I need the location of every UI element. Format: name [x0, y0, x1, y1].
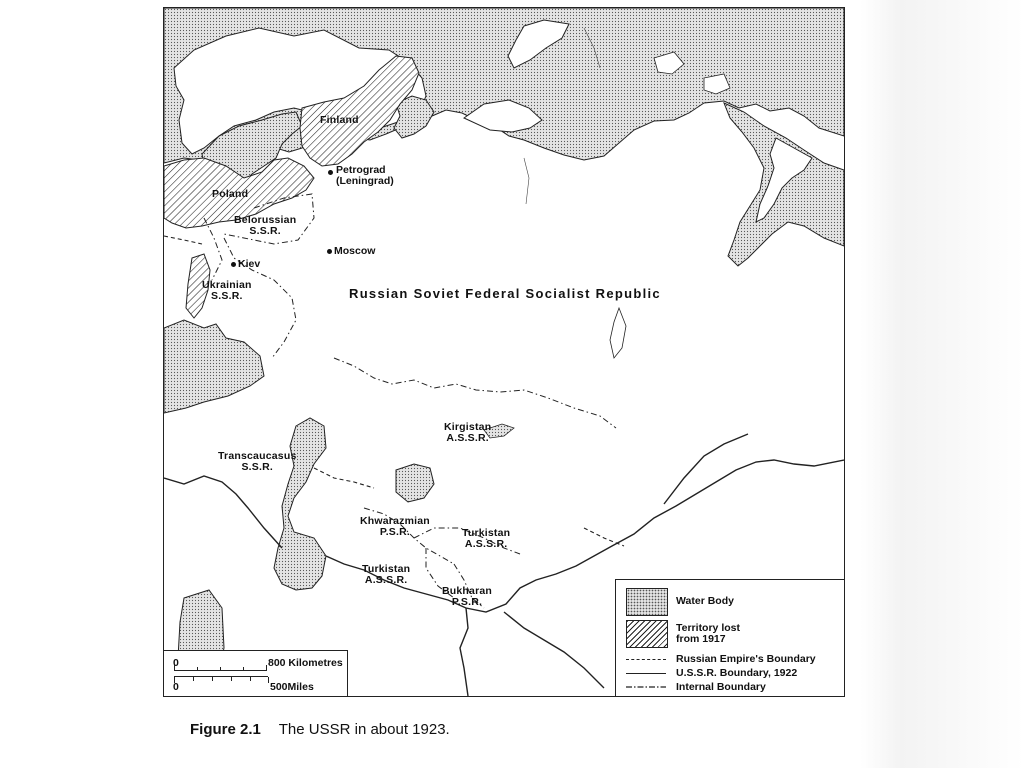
poland-name: Poland [212, 188, 249, 200]
legend-territory-lost-line2: from 1917 [676, 633, 726, 645]
km-scale-bar [174, 664, 266, 671]
scale-mi-label: 500Miles [270, 681, 314, 693]
legend-empire-boundary: Russian Empire's Boundary [676, 653, 816, 665]
belorussian-type: S.S.R. [249, 225, 281, 237]
legend-row-empire [626, 653, 836, 665]
mile-scale-bar [174, 676, 268, 683]
km-tick [220, 667, 221, 671]
ukrainian-type: S.S.R. [211, 290, 243, 302]
moscow-name: Moscow [334, 245, 376, 257]
turkistan-west-name: Turkistan [362, 563, 411, 575]
belorussian-name: Belorussian [234, 214, 297, 226]
region-label-belorussian [234, 215, 296, 237]
turkistan-east-type: A.S.S.R. [464, 538, 508, 550]
bukharan-type: P.S.R. [451, 596, 483, 608]
mile-tick [212, 677, 213, 681]
kirgistan-type: A.S.S.R. [446, 432, 489, 444]
map-legend [615, 579, 844, 697]
figure-number: Figure 2.1 [190, 721, 261, 738]
city-label-kiev [238, 259, 260, 270]
kiev-name: Kiev [238, 258, 261, 270]
legend-internal-boundary: Internal Boundary [676, 681, 766, 693]
finland-name: Finland [320, 114, 359, 126]
transcaucasus-type: S.S.R. [241, 461, 274, 473]
city-label-petrograd [336, 165, 394, 187]
figure-caption [190, 721, 450, 738]
kiev-marker [231, 262, 236, 267]
region-label-finland [320, 115, 359, 126]
bukharan-name: Bukharan [442, 585, 493, 597]
region-label-poland [212, 189, 248, 200]
scale-zero-km: 0 [173, 657, 179, 669]
region-label-kirgistan [444, 422, 491, 444]
kirgistan-name: Kirgistan [444, 421, 492, 433]
km-tick [266, 665, 267, 671]
region-label-turkistan-east [462, 528, 510, 550]
transcaucasus-name: Transcaucasus [218, 450, 297, 462]
legend-territory-lost [676, 623, 740, 645]
region-label-turkistan-west [362, 564, 410, 586]
region-label-khwarazmian [360, 516, 430, 538]
scale-zero-mi: 0 [173, 681, 179, 693]
khwarazmian-name: Khwarazmian [360, 515, 430, 527]
mile-tick [193, 677, 194, 681]
region-label-transcaucasus [218, 451, 296, 473]
legend-row-internal [626, 681, 836, 693]
km-tick [197, 667, 198, 671]
mile-tick [231, 677, 232, 681]
rsfsr-label: Russian Soviet Federal Socialist Republic [349, 286, 661, 301]
internal-boundary-sample [626, 681, 666, 693]
mile-tick [174, 677, 175, 683]
territory-lost-swatch [626, 620, 668, 648]
legend-ussr-boundary: U.S.S.R. Boundary, 1922 [676, 667, 798, 679]
leningrad-name: (Leningrad) [336, 175, 394, 187]
city-label-moscow [334, 246, 375, 257]
legend-water-body: Water Body [676, 595, 734, 607]
moscow-marker [327, 249, 332, 254]
mile-tick [268, 677, 269, 683]
ukrainian-name: Ukrainian [202, 279, 252, 291]
ussr-boundary-sample [626, 673, 666, 674]
scale-bar-box [164, 650, 348, 697]
legend-row-ussr [626, 667, 836, 679]
map-frame [163, 7, 845, 697]
region-label-bukharan [442, 586, 492, 608]
aral-sea [396, 464, 434, 502]
turkistan-west-type: A.S.S.R. [364, 574, 408, 586]
turkistan-east-name: Turkistan [462, 527, 511, 539]
legend-territory-lost-line1: Territory lost [676, 622, 740, 634]
sakhalin [610, 308, 626, 358]
black-sea [164, 320, 264, 413]
khwarazmian-type: P.S.R. [379, 526, 411, 538]
internal-boundaries [204, 194, 616, 608]
empire-boundary-sample [626, 659, 666, 660]
water-body-swatch [626, 588, 668, 616]
mile-tick [250, 677, 251, 681]
caspian-sea [274, 418, 326, 590]
petrograd-name: Petrograd [336, 164, 386, 176]
km-tick [243, 667, 244, 671]
petrograd-marker [328, 170, 333, 175]
region-label-ukrainian [202, 280, 252, 302]
figure-title: The USSR in about 1923. [278, 721, 450, 738]
scale-km-label: 800 Kilometres [268, 657, 343, 669]
km-tick [174, 665, 175, 671]
